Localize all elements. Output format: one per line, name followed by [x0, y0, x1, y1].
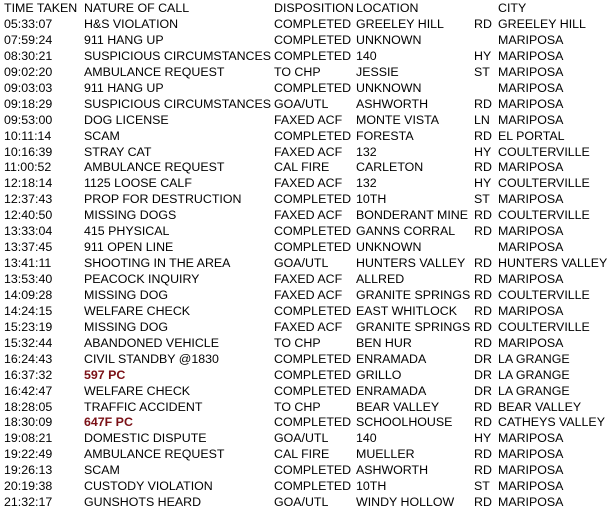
- street-suffix-cell: RD: [474, 208, 492, 223]
- location-cell: 10TH: [356, 479, 387, 494]
- nature-cell: H&S VIOLATION: [84, 17, 179, 31]
- disposition-cell: COMPLETED: [274, 224, 352, 239]
- nature-cell: ABANDONED VEHICLE: [84, 335, 219, 350]
- street-suffix-cell: RD: [474, 128, 492, 143]
- time-cell: 15:32:44: [4, 335, 53, 350]
- call-row: [0, 176, 614, 192]
- disposition-cell: GOA/UTL: [274, 495, 329, 510]
- nature-cell: AMBULANCE REQUEST: [84, 447, 225, 462]
- disposition-cell: COMPLETED: [274, 415, 352, 430]
- location-cell: CARLETON: [356, 160, 424, 175]
- disposition-cell: COMPLETED: [274, 240, 352, 255]
- location-cell: EAST WHITLOCK: [356, 303, 457, 318]
- street-suffix-cell: ST: [474, 479, 490, 494]
- street-suffix-cell: ST: [474, 192, 490, 207]
- nature-cell: 911 OPEN LINE: [84, 240, 174, 255]
- call-row: [0, 113, 614, 129]
- header-row: [0, 0, 614, 17]
- time-cell: 11:00:52: [4, 160, 52, 175]
- street-suffix-cell: DR: [474, 383, 492, 398]
- disposition-cell: TO CHP: [274, 64, 321, 79]
- call-row: [0, 65, 614, 81]
- city-cell: EL PORTAL: [498, 128, 565, 143]
- location-cell: JESSIE: [356, 64, 399, 79]
- time-cell: 13:37:45: [4, 240, 53, 255]
- disposition-cell: FAXED ACF: [274, 287, 343, 302]
- location-cell: UNKNOWN: [356, 240, 422, 255]
- call-row: [0, 224, 614, 240]
- nature-cell: 1125 LOOSE CALF: [84, 176, 192, 191]
- location-cell: WINDY HOLLOW: [356, 495, 455, 510]
- location-cell: MUELLER: [356, 447, 415, 462]
- time-cell: 16:42:47: [4, 383, 53, 398]
- call-row: [0, 463, 614, 479]
- nature-cell: SHOOTING IN THE AREA: [84, 256, 231, 271]
- location-cell: ALLRED: [356, 272, 405, 286]
- time-cell: 12:40:50: [4, 208, 53, 223]
- location-cell: SCHOOLHOUSE: [356, 415, 453, 430]
- city-cell: MARIPOSA: [498, 335, 564, 350]
- city-cell: MARIPOSA: [498, 192, 564, 207]
- disposition-cell: COMPLETED: [274, 32, 352, 47]
- header-location: LOCATION: [356, 1, 419, 15]
- call-rows: [0, 17, 614, 511]
- time-cell: 12:37:43: [4, 192, 53, 207]
- time-cell: 15:23:19: [4, 319, 53, 334]
- location-cell: 132: [356, 176, 377, 191]
- time-cell: 05:33:07: [4, 17, 53, 31]
- nature-cell: 911 HANG UP: [84, 32, 164, 47]
- location-cell: MONTE VISTA: [356, 112, 440, 127]
- call-row: [0, 415, 614, 431]
- city-cell: MARIPOSA: [498, 64, 564, 79]
- time-cell: 13:41:11: [4, 256, 52, 271]
- time-cell: 14:24:15: [4, 303, 53, 318]
- nature-cell: SUSPICIOUS CIRCUMSTANCES: [84, 48, 272, 63]
- call-row: [0, 288, 614, 304]
- location-cell: BEN HUR: [356, 335, 412, 350]
- disposition-cell: GOA/UTL: [274, 431, 329, 446]
- city-cell: MARIPOSA: [498, 431, 564, 446]
- time-cell: 07:59:24: [4, 32, 53, 47]
- city-cell: CATHEYS VALLEY: [498, 415, 605, 430]
- location-cell: ENRAMADA: [356, 351, 427, 366]
- city-cell: MARIPOSA: [498, 224, 564, 239]
- header-nature: NATURE OF CALL: [84, 1, 190, 15]
- street-suffix-cell: RD: [474, 495, 492, 510]
- time-cell: 09:18:29: [4, 96, 53, 111]
- street-suffix-cell: DR: [474, 367, 492, 382]
- disposition-cell: TO CHP: [274, 335, 321, 350]
- call-row: [0, 240, 614, 256]
- disposition-cell: COMPLETED: [274, 463, 352, 478]
- location-cell: 10TH: [356, 192, 387, 207]
- disposition-cell: COMPLETED: [274, 48, 352, 63]
- time-cell: 18:30:09: [4, 415, 53, 430]
- location-cell: FORESTA: [356, 128, 414, 143]
- nature-cell: 597 PC: [84, 367, 126, 382]
- street-suffix-cell: RD: [474, 335, 492, 350]
- nature-cell: PEACOCK INQUIRY: [84, 272, 200, 286]
- location-cell: UNKNOWN: [356, 80, 422, 95]
- location-cell: HUNTERS VALLEY: [356, 256, 466, 271]
- nature-cell: GUNSHOTS HEARD: [84, 495, 202, 510]
- city-cell: MARIPOSA: [498, 272, 564, 286]
- street-suffix-cell: RD: [474, 463, 492, 478]
- street-suffix-cell: RD: [474, 256, 492, 271]
- location-cell: GRANITE SPRINGS: [356, 287, 471, 302]
- city-cell: MARIPOSA: [498, 447, 564, 462]
- street-suffix-cell: DR: [474, 351, 492, 366]
- city-cell: COULTERVILLE: [498, 208, 590, 223]
- time-cell: 12:18:14: [4, 176, 53, 191]
- nature-cell: CUSTODY VIOLATION: [84, 479, 213, 494]
- disposition-cell: FAXED ACF: [274, 176, 343, 191]
- nature-cell: MISSING DOGS: [84, 208, 177, 223]
- city-cell: MARIPOSA: [498, 112, 564, 127]
- time-cell: 20:19:38: [4, 479, 53, 494]
- city-cell: MARIPOSA: [498, 160, 564, 175]
- nature-cell: AMBULANCE REQUEST: [84, 160, 225, 175]
- nature-cell: PROP FOR DESTRUCTION: [84, 192, 242, 207]
- nature-cell: DOG LICENSE: [84, 112, 169, 127]
- city-cell: COULTERVILLE: [498, 287, 590, 302]
- disposition-cell: CAL FIRE: [274, 447, 330, 462]
- call-row: [0, 431, 614, 447]
- header-city: CITY: [498, 1, 527, 15]
- call-row: [0, 320, 614, 336]
- city-cell: MARIPOSA: [498, 303, 564, 318]
- location-cell: ASHWORTH: [356, 463, 429, 478]
- time-cell: 13:53:40: [4, 272, 53, 286]
- call-row: [0, 495, 614, 511]
- street-suffix-cell: RD: [474, 224, 492, 239]
- city-cell: COULTERVILLE: [498, 319, 590, 334]
- city-cell: MARIPOSA: [498, 463, 564, 478]
- nature-cell: TRAFFIC ACCIDENT: [84, 399, 203, 414]
- disposition-cell: COMPLETED: [274, 17, 352, 31]
- nature-cell: MISSING DOG: [84, 287, 168, 302]
- disposition-cell: FAXED ACF: [274, 208, 343, 223]
- city-cell: GREELEY HILL: [498, 17, 586, 31]
- time-cell: 10:11:14: [4, 128, 52, 143]
- time-cell: 19:08:21: [4, 431, 53, 446]
- street-suffix-cell: RD: [474, 399, 492, 414]
- location-cell: GRILLO: [356, 367, 402, 382]
- location-cell: 140: [356, 48, 377, 63]
- city-cell: MARIPOSA: [498, 32, 564, 47]
- location-cell: GANNS CORRAL: [356, 224, 456, 239]
- location-cell: UNKNOWN: [356, 32, 422, 47]
- disposition-cell: FAXED ACF: [274, 319, 343, 334]
- disposition-cell: COMPLETED: [274, 383, 352, 398]
- city-cell: MARIPOSA: [498, 48, 564, 63]
- call-row: [0, 304, 614, 320]
- nature-cell: 415 PHYSICAL: [84, 224, 170, 239]
- nature-cell: MISSING DOG: [84, 319, 168, 334]
- call-row: [0, 384, 614, 400]
- call-row: [0, 97, 614, 113]
- street-suffix-cell: RD: [474, 303, 492, 318]
- city-cell: LA GRANGE: [498, 351, 570, 366]
- city-cell: LA GRANGE: [498, 383, 570, 398]
- street-suffix-cell: RD: [474, 287, 492, 302]
- time-cell: 19:22:49: [4, 447, 53, 462]
- time-cell: 09:02:20: [4, 64, 53, 79]
- time-cell: 16:37:32: [4, 367, 53, 382]
- header-disposition: DISPOSITION: [274, 1, 354, 15]
- call-row: [0, 447, 614, 463]
- disposition-cell: CAL FIRE: [274, 160, 330, 175]
- call-row: [0, 49, 614, 65]
- nature-cell: CIVIL STANDBY @1830: [84, 351, 219, 366]
- disposition-cell: COMPLETED: [274, 351, 352, 366]
- location-cell: 140: [356, 431, 377, 446]
- street-suffix-cell: HY: [474, 48, 492, 63]
- street-suffix-cell: RD: [474, 415, 492, 430]
- disposition-cell: GOA/UTL: [274, 96, 329, 111]
- call-row: [0, 479, 614, 495]
- header-time: TIME TAKEN: [4, 1, 78, 15]
- disposition-cell: FAXED ACF: [274, 112, 343, 127]
- street-suffix-cell: RD: [474, 319, 492, 334]
- street-suffix-cell: RD: [474, 447, 492, 462]
- time-cell: 14:09:28: [4, 287, 53, 302]
- nature-cell: WELFARE CHECK: [84, 303, 191, 318]
- city-cell: BEAR VALLEY: [498, 399, 582, 414]
- location-cell: BEAR VALLEY: [356, 399, 440, 414]
- nature-cell: SCAM: [84, 128, 120, 143]
- time-cell: 13:33:04: [4, 224, 53, 239]
- disposition-cell: COMPLETED: [274, 303, 352, 318]
- call-row: [0, 208, 614, 224]
- time-cell: 16:24:43: [4, 351, 53, 366]
- call-row: [0, 336, 614, 352]
- street-suffix-cell: RD: [474, 160, 492, 175]
- call-row: [0, 352, 614, 368]
- street-suffix-cell: HY: [474, 144, 492, 159]
- nature-cell: DOMESTIC DISPUTE: [84, 431, 207, 446]
- location-cell: BONDERANT MINE: [356, 208, 468, 223]
- call-row: [0, 17, 614, 33]
- nature-cell: STRAY CAT: [84, 144, 152, 159]
- time-cell: 08:30:21: [4, 48, 53, 63]
- nature-cell: SUSPICIOUS CIRCUMSTANCES: [84, 96, 272, 111]
- call-row: [0, 81, 614, 97]
- city-cell: MARIPOSA: [498, 80, 564, 95]
- street-suffix-cell: RD: [474, 17, 492, 31]
- disposition-cell: COMPLETED: [274, 367, 352, 382]
- location-cell: GRANITE SPRINGS: [356, 319, 471, 334]
- nature-cell: WELFARE CHECK: [84, 383, 191, 398]
- disposition-cell: GOA/UTL: [274, 256, 329, 271]
- disposition-cell: FAXED ACF: [274, 144, 343, 159]
- time-cell: 09:53:00: [4, 112, 53, 127]
- nature-cell: AMBULANCE REQUEST: [84, 64, 225, 79]
- location-cell: 132: [356, 144, 377, 159]
- city-cell: COULTERVILLE: [498, 144, 590, 159]
- location-cell: ASHWORTH: [356, 96, 429, 111]
- city-cell: LA GRANGE: [498, 367, 570, 382]
- street-suffix-cell: RD: [474, 96, 492, 111]
- call-row: [0, 400, 614, 416]
- disposition-cell: COMPLETED: [274, 80, 352, 95]
- disposition-cell: COMPLETED: [274, 479, 352, 494]
- time-cell: 10:16:39: [4, 144, 53, 159]
- disposition-cell: FAXED ACF: [274, 272, 343, 286]
- city-cell: MARIPOSA: [498, 479, 564, 494]
- time-cell: 19:26:13: [4, 463, 53, 478]
- call-row: [0, 256, 614, 272]
- nature-cell: SCAM: [84, 463, 120, 478]
- nature-cell: 647F PC: [84, 415, 133, 430]
- call-row: [0, 192, 614, 208]
- time-cell: 21:32:17: [4, 495, 53, 510]
- disposition-cell: COMPLETED: [274, 192, 352, 207]
- city-cell: MARIPOSA: [498, 495, 564, 510]
- time-cell: 09:03:03: [4, 80, 53, 95]
- call-row: [0, 129, 614, 145]
- city-cell: COULTERVILLE: [498, 176, 590, 191]
- call-row: [0, 272, 614, 288]
- disposition-cell: TO CHP: [274, 399, 321, 414]
- location-cell: ENRAMADA: [356, 383, 427, 398]
- city-cell: MARIPOSA: [498, 240, 564, 255]
- city-cell: MARIPOSA: [498, 96, 564, 111]
- street-suffix-cell: HY: [474, 176, 492, 191]
- street-suffix-cell: RD: [474, 272, 492, 286]
- street-suffix-cell: HY: [474, 431, 492, 446]
- nature-cell: 911 HANG UP: [84, 80, 164, 95]
- location-cell: GREELEY HILL: [356, 17, 444, 31]
- disposition-cell: COMPLETED: [274, 128, 352, 143]
- call-row: [0, 160, 614, 176]
- city-cell: HUNTERS VALLEY: [498, 256, 608, 271]
- street-suffix-cell: ST: [474, 64, 490, 79]
- time-cell: 18:28:05: [4, 399, 53, 414]
- street-suffix-cell: LN: [474, 112, 490, 127]
- call-row: [0, 145, 614, 161]
- call-row: [0, 33, 614, 49]
- call-row: [0, 368, 614, 384]
